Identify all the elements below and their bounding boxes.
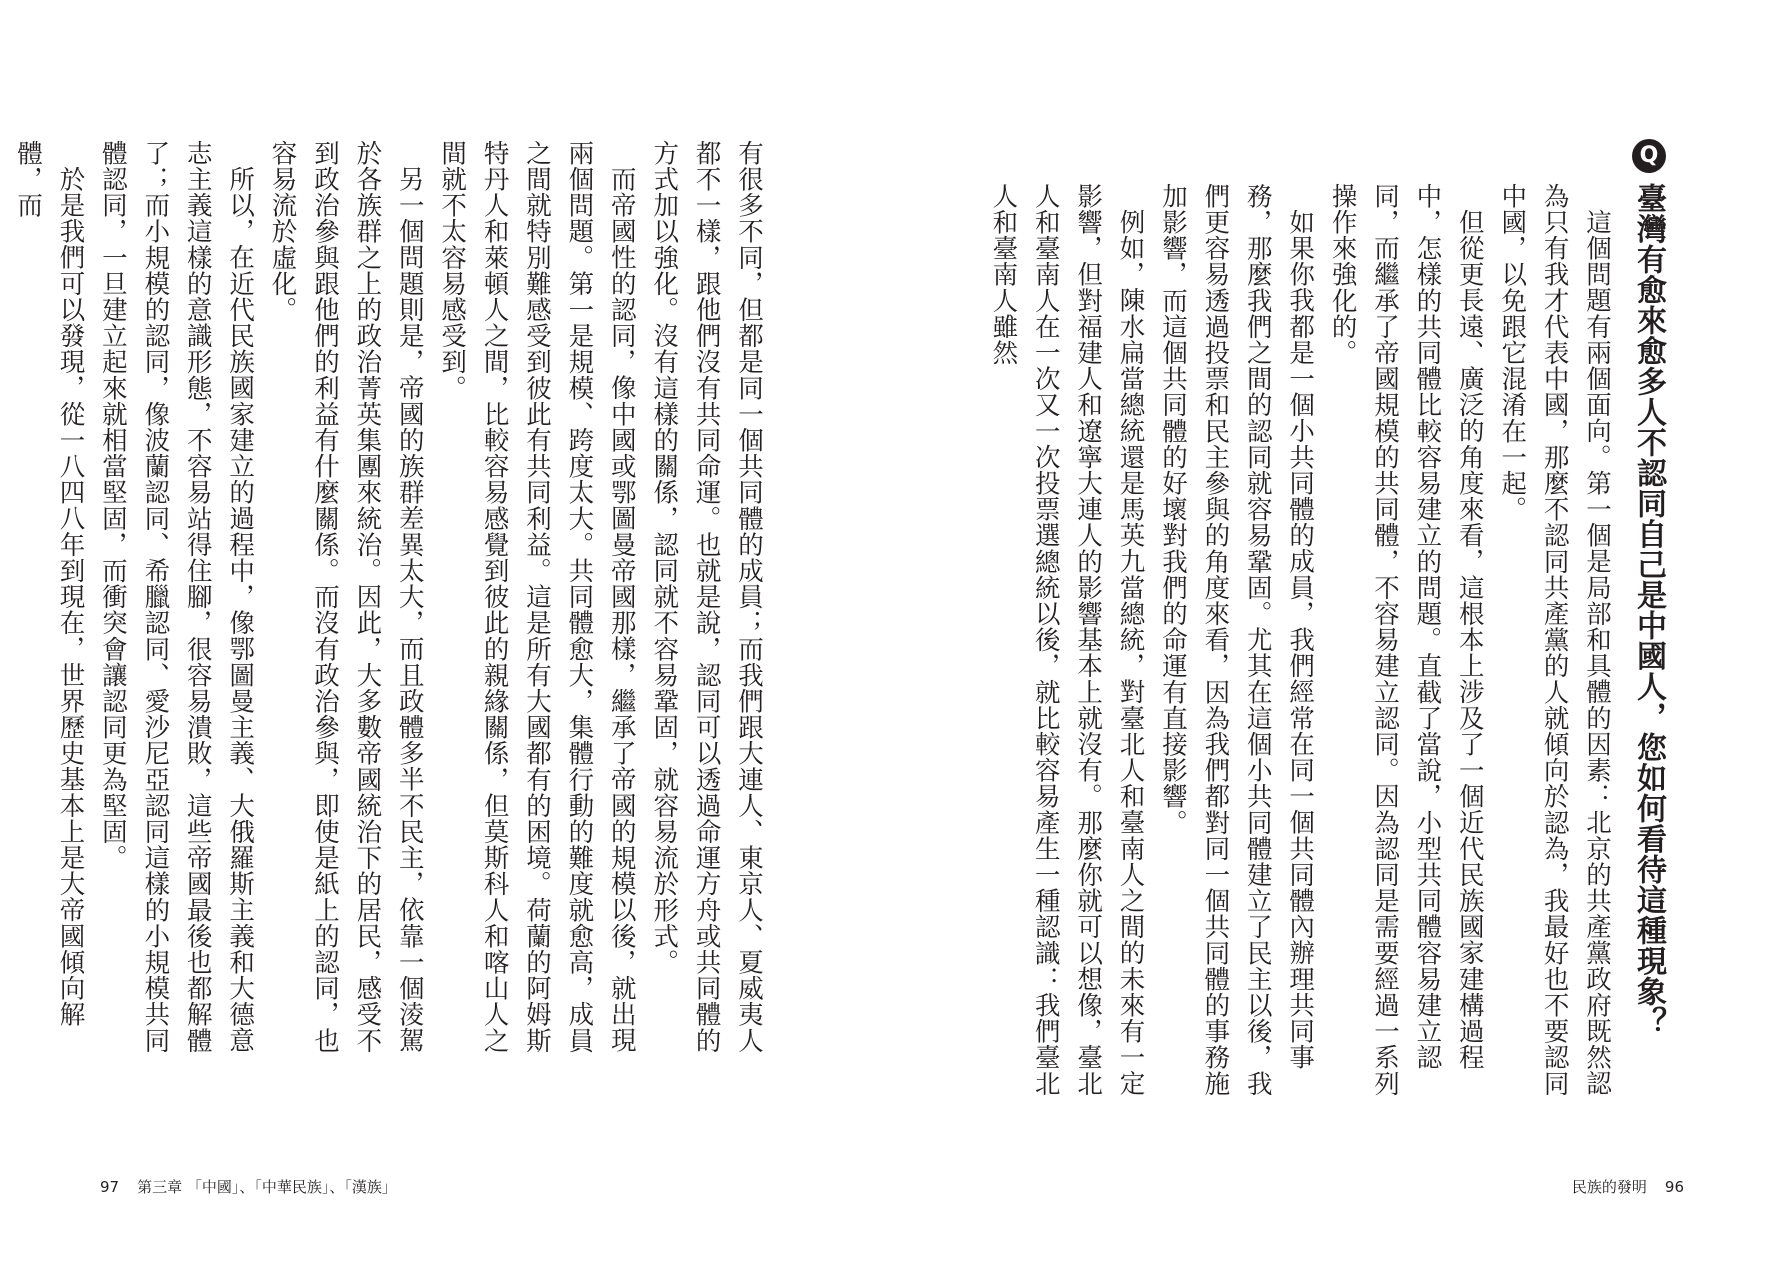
left-paragraph-2: 而帝國性的認同，像中國或鄂圖曼帝國那樣，繼承了帝國的規模以後，就出現兩個問題。第一是規模、跨度太大。共同體愈大，集體行動的難度就愈高，成員之間就特別難感受到彼此有共同利益。這是所有大國都有的困境。荷蘭的阿姆斯特丹人和萊頓人之間，比較容易感覺到彼此的親緣關係，但莫斯科人和喀山人之間就不太容易感受到。 [437,140,637,1054]
left-page-number: 97 [100,1178,120,1196]
left-paragraph-4: 所以，在近代民族國家建立的過程中，像鄂圖曼主義、大俄羅斯主義和大德意志主義這樣的意識形態，不容易站得住腳，很容易潰敗，這些帝國最後也都解體了；而小規模的認同，像波蘭認同、希臘認同、愛沙尼亞認同這樣的小規模共同體認同，一旦建立起來就相當堅固，而衝突會讓認同更為堅固。 [97,140,256,1054]
right-paragraph-1: 這個問題有兩個面向。第一個是局部和具體的因素：北京的共產黨政府既然認為只有我才代表中國，那麼不認同共產黨的人就傾向於認為，我最好也不要認同中國，以免跟它混淆在一起。 [1497,183,1612,1097]
left-paragraph-1: 有很多不同，但都是同一個共同體的成員；而我們跟大連人、東京人、夏威夷人都不一樣，跟他們沒有共同命運。也就是說，認同可以透過命運方舟或共同體的方式加以強化。沒有這樣的關係，認同就不容易鞏固，就容易流於形式。 [649,140,764,1054]
left-paragraph-3: 另一個問題則是，帝國的族群差異太大，而且政體多半不民主，依靠一個淩駕於各族群之上的政治菁英集團來統治。因此，大多數帝國統治下的居民，感受不到政治參與跟他們的利益有什麼關係。而沒有政治參與，即使是紙上的認同，也容易流於虛化。 [267,140,425,1054]
right-paragraph-2: 但從更長遠、廣泛的角度來看，這根本上涉及了一個近代民族國家建構過程中，怎樣的共同體比較容易建立的問題。直截了當說，小型共同體容易建立認同，而繼承了帝國規模的共同體，不容易建立認同。因為認同是需要經過一系列操作來強化的。 [1327,183,1485,1097]
right-page-footer [1572,1176,1684,1197]
right-page-number: 96 [1664,1178,1684,1196]
left-paragraph-5: 於是我們可以發現，從一八四八年到現在，世界歷史基本上是大帝國傾向解體，而 [13,140,86,1027]
question-title: 臺灣有愈來愈多人不認同自己是中國人，您如何看待這種現象？ [1631,183,1666,1037]
right-page-body [988,183,1618,1119]
right-paragraph-3: 如果你我都是一個小共同體的成員，我們經常在同一個共同體內辦理共同事務，那麼我們之間的認同就容易鞏固。尤其在這個小共同體建立了民主以後，我們更容易透過投票和民主參與的角度來看，因為我們都對同一個共同體的事務施加影響，而這個共同體的好壞對我們的命運有直接影響。 [1157,183,1316,1097]
left-page-body [13,140,770,1076]
question-badge-icon: Q [1632,139,1666,173]
left-page-footer [100,1176,397,1197]
right-paragraph-4: 例如，陳水扁當總統還是馬英九當總統，對臺北人和臺南人之間的未來有一定影響，但對福建人和遼寧大連人的影響基本上就沒有。那麼你就可以想像，臺北人和臺南人在一次又一次投票選總統以後，就比較容易產生一種認識：我們臺北人和臺南人雖然 [988,183,1146,1097]
left-running-title: 第三章 「中國」、「中華民族」、「漢族」 [137,1178,397,1196]
right-running-title: 民族的發明 [1571,1178,1647,1196]
